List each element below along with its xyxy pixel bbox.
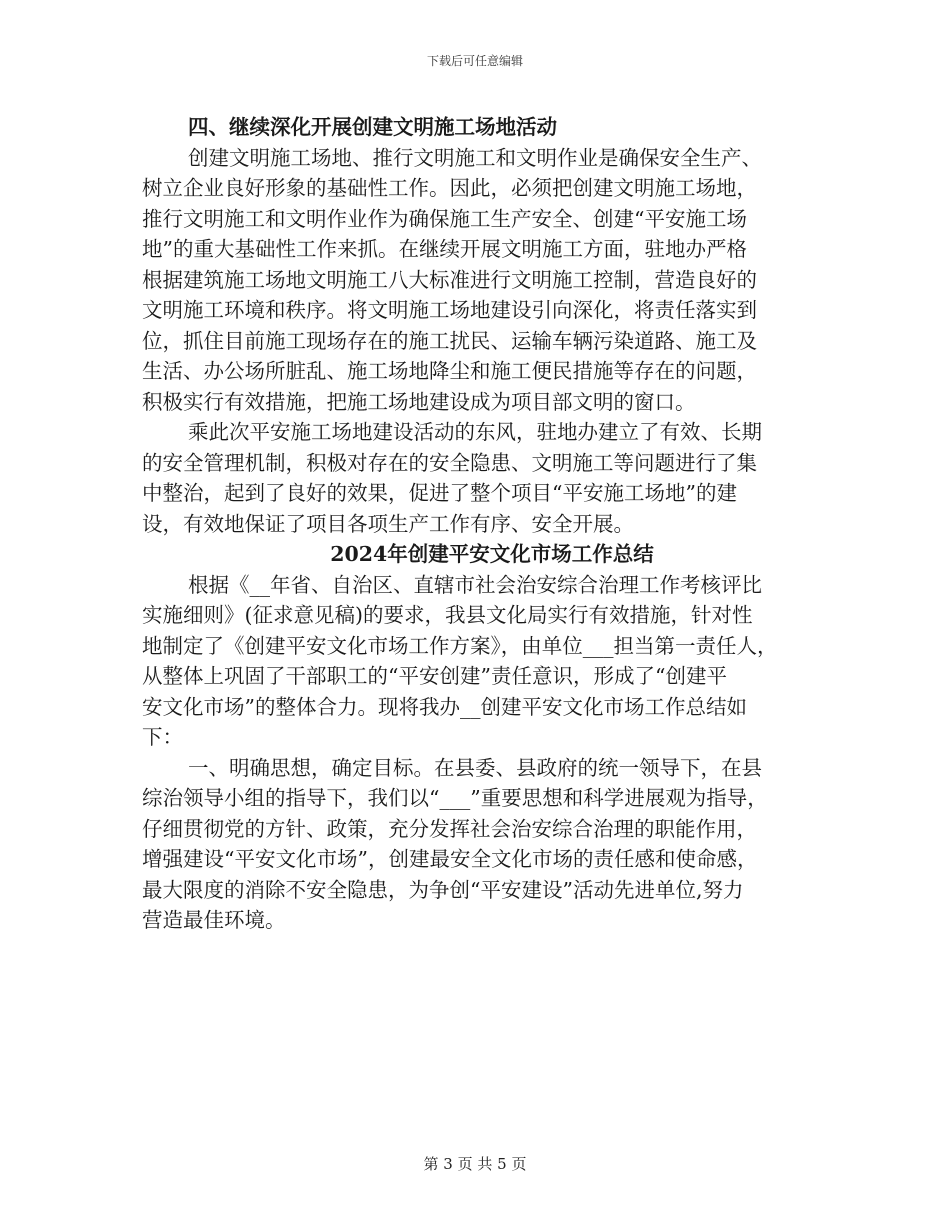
text-line: 下：: [142, 725, 183, 749]
text-line: 地制定了《创建平安文化市场工作方案》，由单位___担当第一责任人，: [142, 633, 778, 658]
text-line: 生活、办公场所脏乱、施工场地降尘和施工便民措施等存在的问题，: [142, 359, 757, 383]
paragraph-3: [142, 570, 814, 753]
text-line: 最大限度的消除不安全隐患，为争创“平安建设”活动先进单位,努力: [142, 877, 744, 902]
text-line: 从整体上巩固了干部职工的“平安创建”责任意识，形成了“创建平: [142, 664, 727, 688]
text-line: 的安全管理机制，积极对存在的安全隐患、文明施工等问题进行了集: [142, 450, 757, 475]
text-line: 一、明确思想，确定目标。在县委、县政府的统一领导下，在县: [188, 755, 762, 780]
text-line: 营造最佳环境。: [142, 908, 286, 932]
text-line: 设，有效地保证了项目各项生产工作有序、安全开展。: [142, 511, 634, 536]
page-footer: 第 3 页 共 5 页: [423, 1155, 527, 1173]
paragraph-1: [142, 143, 814, 418]
paragraph-4: [142, 753, 814, 936]
text-line: 积极实行有效措施，把施工场地建设成为项目部文明的窗口。: [142, 389, 696, 414]
text-line: 树立企业良好形象的基础性工作。因此，必须把创建文明施工场地，: [142, 176, 757, 200]
text-line: 位，抓住目前施工现场存在的施工扰民、运输车辆污染道路、施工及: [142, 328, 757, 353]
text-line: 推行文明施工和文明作业作为确保施工生产安全、创建“平安施工场: [142, 206, 747, 231]
paragraph-2: [142, 417, 814, 539]
text-line: 综治领导小组的指导下，我们以“___”重要思想和科学进展观为指导，: [142, 786, 768, 810]
text-line: 文明施工环境和秩序。将文明施工场地建设引向深化，将责任落实到: [142, 298, 757, 322]
text-line: 中整治，起到了良好的效果，促进了整个项目“平安施工场地”的建: [142, 481, 737, 505]
text-line: 地”的重大基础性工作来抓。在继续开展文明施工方面，驻地办严格: [142, 237, 747, 261]
text-line: 根据《__年省、自治区、直辖市社会治安综合治理工作考核评比: [188, 572, 762, 597]
page-header: 下载后可任意编辑: [426, 54, 523, 68]
text-line: 实施细则》(征求意见稿)的要求，我县文化局实行有效措施，针对性: [142, 603, 753, 627]
document-title: 2024年创建平安文化市场工作总结: [330, 542, 654, 566]
text-line: 安文化市场”的整体合力。现将我办__创建平安文化市场工作总结如: [142, 694, 747, 719]
text-line: 乘此次平安施工场地建设活动的东风，驻地办建立了有效、长期: [188, 420, 762, 444]
text-line: 仔细贯彻党的方针、政策，充分发挥社会治安综合治理的职能作用，: [142, 816, 757, 841]
document-body: [142, 112, 814, 936]
text-line: 增强建设“平安文化市场”，创建最安全文化市场的责任感和使命感，: [142, 847, 758, 871]
text-line: 根据建筑施工场地文明施工八大标准进行文明施工控制，营造良好的: [142, 267, 757, 292]
section-heading: 四、继续深化开展创建文明施工场地活动: [188, 115, 557, 139]
text-line: 创建文明施工场地、推行文明施工和文明作业是确保安全生产、: [188, 145, 762, 170]
